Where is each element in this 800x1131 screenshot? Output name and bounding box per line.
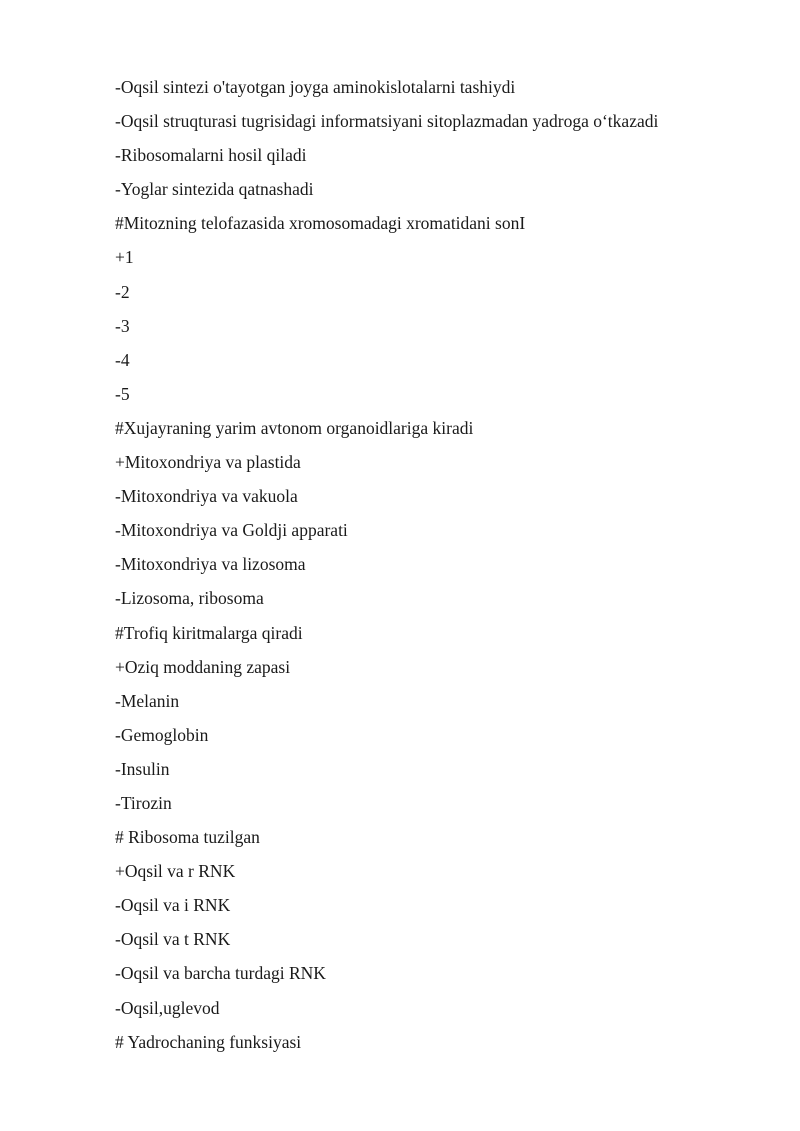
document-text <box>115 74 755 1063</box>
answer-option: -Oqsil va i RNK <box>115 895 231 916</box>
question-line: #Mitozning telofazasida xromosomadagi xromatidani sonI <box>115 213 526 234</box>
answer-option: -Oqsil struqturasi tugrisidagi informatsiyani sitoplazmadan yadroga o‘tkazadi <box>115 111 659 132</box>
answer-option: -Oqsil sintezi o'tayotgan joyga aminokislotalarni tashiydi <box>115 77 516 97</box>
answer-option: -Mitoxondriya va vakuola <box>115 486 298 507</box>
answer-option: -Mitoxondriya va Goldji apparati <box>115 520 348 541</box>
correct-answer-option: +Oqsil va r RNK <box>115 861 236 882</box>
answer-option: -Melanin <box>115 690 180 711</box>
answer-option: -4 <box>115 349 130 370</box>
answer-option: -Tirozin <box>115 792 172 813</box>
answer-option: -Lizosoma, ribosoma <box>115 588 264 609</box>
answer-option: -Mitoxondriya va lizosoma <box>115 554 306 575</box>
question-line: #Xujayraning yarim avtonom organoidlariga kiradi <box>115 417 474 438</box>
correct-answer-option: +Oziq moddaning zapasi <box>115 656 291 677</box>
answer-option: -2 <box>115 281 130 302</box>
answer-option: -Oqsil va barcha turdagi RNK <box>115 963 326 984</box>
answer-option: -Oqsil,uglevod <box>115 997 220 1018</box>
answer-option: -Insulin <box>115 758 170 779</box>
answer-option: -Ribosomalarni hosil qiladi <box>115 145 307 166</box>
question-line: # Yadrochaning funksiyasi <box>115 1031 302 1052</box>
answer-option: -Yoglar sintezida qatnashadi <box>115 179 314 200</box>
correct-answer-option: +Mitoxondriya va plastida <box>115 452 301 473</box>
question-line: # Ribosoma tuzilgan <box>115 827 260 848</box>
answer-option: -Oqsil va t RNK <box>115 929 231 950</box>
answer-option: -Gemoglobin <box>115 724 209 745</box>
answer-option: -5 <box>115 383 130 404</box>
correct-answer-option: +1 <box>115 247 134 268</box>
question-line: #Trofiq kiritmalarga qiradi <box>115 622 303 643</box>
answer-option: -3 <box>115 315 130 336</box>
